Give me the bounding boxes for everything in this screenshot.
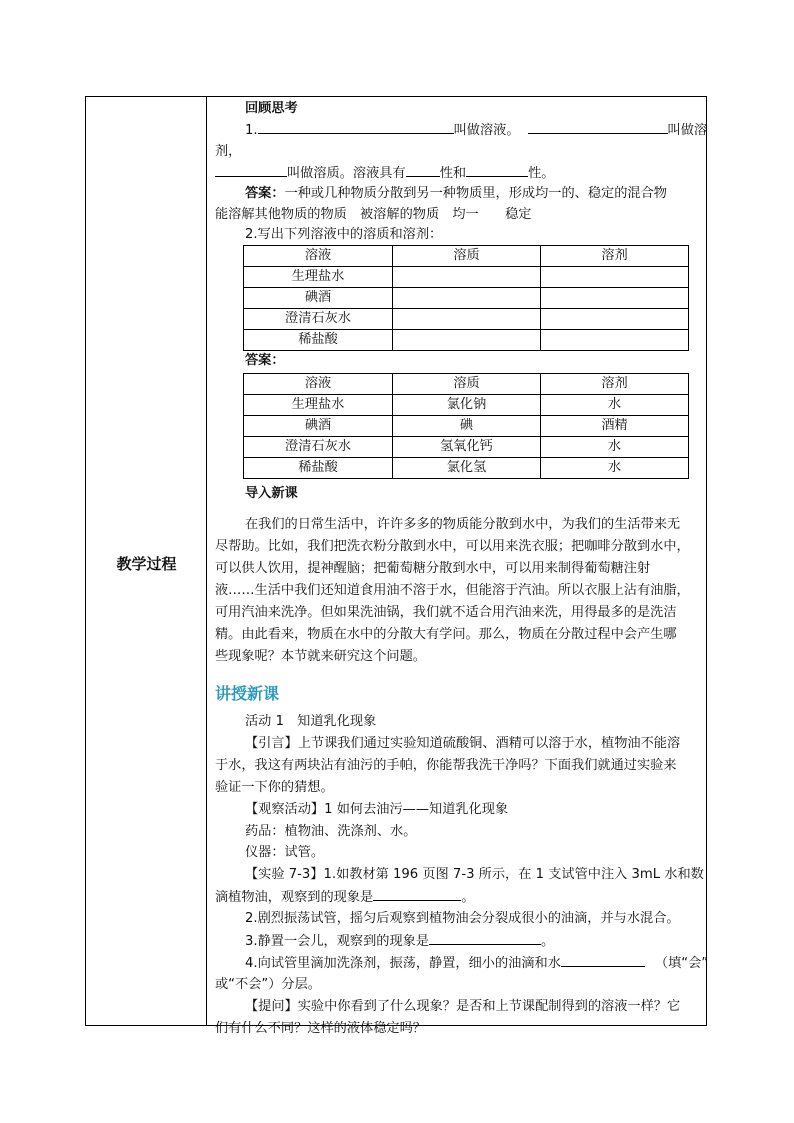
question-text: 叫做溶质。溶液具有: [287, 166, 406, 181]
review-heading: 回顾思考: [245, 101, 298, 116]
intro-line: 可用汽油来洗净。但如果洗油锅，我们就不适合用汽油来洗，用得最多的是洗洁: [215, 605, 677, 620]
table-cell: 稀盐酸: [244, 330, 393, 351]
answer-label-2: 答案：: [245, 353, 285, 368]
table-cell: 氯化钠: [393, 395, 541, 416]
intro-text: 于水，我这有两块沾有油污的手帕，你能帮我洗干净吗？下面我们就通过实验来: [215, 758, 677, 773]
question-text: 叫做溶液。: [453, 123, 520, 138]
blank-field[interactable]: [215, 163, 287, 177]
intro-line: 液……生活中我们还知道食用油不溶于水，但能溶于汽油。所以衣服上沾有油脂，: [215, 583, 690, 598]
blank-field[interactable]: [406, 163, 440, 177]
table-cell: 酒精: [541, 416, 689, 437]
empty-cell[interactable]: [393, 330, 541, 351]
step-text: 3.静置一会儿，观察到的现象是: [245, 934, 430, 949]
question-text: 性。: [528, 166, 555, 181]
activity-title: 活动 1 知道乳化现象: [245, 714, 377, 729]
empty-cell[interactable]: [393, 267, 541, 288]
experiment-step-4b: 或“不会”）分层。: [215, 977, 321, 992]
header-cell: 溶剂: [541, 246, 689, 267]
table-cell: 稀盐酸: [244, 458, 393, 479]
table-row: [244, 330, 689, 351]
left-column: [86, 97, 207, 1025]
answer-line-1: [245, 184, 667, 204]
table-row: [244, 267, 689, 288]
question-1-line-1: [245, 120, 707, 141]
answer-line-2: 能溶解其他物质的物质 被溶解的物质 均一 稳定: [215, 207, 532, 222]
table-cell: 氯化氢: [393, 458, 541, 479]
answer-table: [243, 373, 689, 479]
blank-field[interactable]: [466, 163, 528, 177]
table-cell: 碘酒: [244, 288, 393, 309]
blank-field[interactable]: [429, 931, 541, 945]
header-cell: 溶质: [393, 374, 541, 395]
table-row: [244, 416, 689, 437]
lesson-heading: 讲授新课: [215, 684, 280, 703]
blank-field[interactable]: [561, 953, 645, 967]
answer-text: 一种或几种物质分散到另一种物质里，形成均一的、稳定的混合物: [284, 186, 667, 201]
intro-text: 验证一下你的猜想。: [215, 780, 334, 795]
experiment-step-1b: [215, 887, 474, 908]
table-row: [244, 309, 689, 330]
intro-heading: 导入新课: [245, 486, 298, 501]
table-cell: 水: [541, 437, 689, 458]
intro-text: 【引言】上节课我们通过实验知道硫酸铜、酒精可以溶于水，植物油不能溶: [245, 736, 681, 751]
drugs-text: 药品：植物油、洗涤剂、水。: [245, 824, 417, 839]
header-cell: 溶剂: [541, 374, 689, 395]
blank-field[interactable]: [258, 120, 454, 134]
question-2: 2.写出下列溶液中的溶质和溶剂：: [245, 227, 443, 242]
header-cell: 溶质: [393, 246, 541, 267]
table-row: [244, 458, 689, 479]
table-cell: 水: [541, 395, 689, 416]
table-cell: 澄清石灰水: [244, 309, 393, 330]
experiment-step-1: 【实验 7-3】1.如教材第 196 页图 7-3 所示，在 1 支试管中注入 3mL 水和数: [245, 867, 704, 882]
empty-cell[interactable]: [541, 288, 689, 309]
step-text: （填“会”: [654, 956, 709, 971]
question-1-line-2: 剂，: [215, 144, 242, 159]
question-1-line-3: [215, 163, 554, 184]
table-row: [244, 288, 689, 309]
answer-label: 答案：: [245, 186, 285, 201]
header-cell: 溶液: [244, 374, 393, 395]
step-text: 滴植物油，观察到的现象是: [215, 890, 374, 905]
table-cell: 水: [541, 458, 689, 479]
question-prompt: 【提问】实验中你看到了什么现象？是否和上节课配制得到的溶液一样？它: [245, 999, 681, 1014]
lesson-table: [85, 96, 709, 1036]
empty-cell[interactable]: [541, 309, 689, 330]
empty-cell[interactable]: [541, 330, 689, 351]
question-text: 性和: [439, 166, 467, 181]
intro-line: 尽帮助。比如，我们把洗衣粉分散到水中，可以用来洗衣服；把咖啡分散到水中，: [215, 539, 690, 554]
observe-activity: 【观察活动】1 如何去油污——知道乳化现象: [245, 802, 509, 817]
table-row: [244, 395, 689, 416]
question-table: [243, 245, 689, 351]
experiment-step-2: 2.剧烈振荡试管，摇匀后观察到植物油会分裂成很小的油滴，并与水混合。: [245, 911, 680, 926]
blank-field[interactable]: [373, 887, 461, 901]
table-cell: 澄清石灰水: [244, 437, 393, 458]
table-row: [244, 437, 689, 458]
step-text: 。: [461, 890, 475, 905]
intro-line: 些现象呢？本节就来研究这个问题。: [215, 649, 426, 664]
table-cell: 碘: [393, 416, 541, 437]
intro-line: 精。由此看来，物质在水中的分散大有学问。那么，物质在分散过程中会产生哪: [215, 627, 677, 642]
experiment-step-4: [245, 953, 708, 974]
table-cell: 氢氧化钙: [393, 437, 541, 458]
table-cell: 碘酒: [244, 416, 393, 437]
experiment-step-3: [245, 931, 554, 952]
header-cell: 溶液: [244, 246, 393, 267]
blank-field[interactable]: [528, 120, 668, 134]
intro-line: 可以供人饮用，提神醒脑；把葡萄糖分散到水中，可以用来制得葡萄糖注射: [215, 561, 651, 576]
table-header-row: [244, 374, 689, 395]
content-column: [207, 97, 709, 1036]
step-text: 4.向试管里滴加洗涤剂，振荡，静置，细小的油滴和水: [245, 956, 561, 971]
table-cell: 生理盐水: [244, 267, 393, 288]
empty-cell[interactable]: [393, 309, 541, 330]
question-text: 叫做溶: [667, 123, 708, 138]
step-text: 。: [541, 934, 555, 949]
table-header-row: [244, 246, 689, 267]
question-number: 1.: [245, 123, 258, 138]
section-label: 教学过程: [116, 555, 177, 573]
empty-cell[interactable]: [541, 267, 689, 288]
table-cell: 生理盐水: [244, 395, 393, 416]
empty-cell[interactable]: [393, 288, 541, 309]
instrument-text: 仪器：试管。: [245, 845, 325, 860]
intro-line: 在我们的日常生活中，许许多多的物质能分散到水中，为我们的生活带来无: [245, 517, 681, 532]
question-prompt: 们有什么不同？这样的液体稳定吗？: [215, 1021, 426, 1036]
